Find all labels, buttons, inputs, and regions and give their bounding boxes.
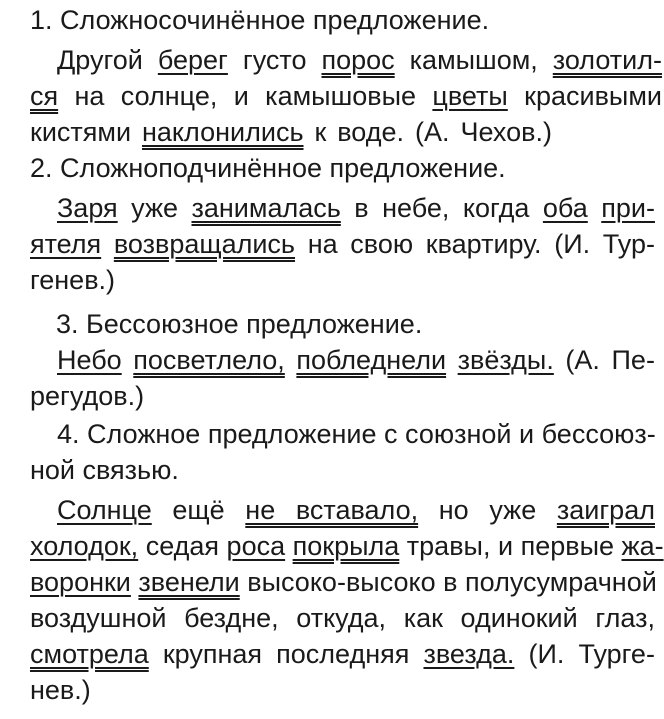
subject-word: холодок, bbox=[30, 531, 139, 561]
word: Турге- bbox=[578, 639, 655, 669]
word: к bbox=[314, 117, 327, 147]
text-line bbox=[57, 492, 655, 528]
text-line bbox=[57, 416, 655, 452]
word: на bbox=[74, 81, 105, 111]
word: уже bbox=[489, 495, 537, 525]
subject-word: Заря bbox=[57, 193, 118, 223]
word: 3. Бессоюзное предложение. bbox=[56, 309, 423, 339]
word: и bbox=[497, 531, 514, 561]
word: с bbox=[384, 419, 398, 449]
word: красивыми bbox=[524, 81, 662, 111]
word: когда bbox=[462, 193, 530, 223]
subject-word: звезда. bbox=[423, 639, 515, 669]
word: (И. bbox=[554, 229, 591, 259]
word: на bbox=[307, 229, 338, 259]
predicate-word: покрыла bbox=[292, 531, 400, 561]
word: Чехов.) bbox=[460, 117, 552, 147]
word: в bbox=[354, 193, 369, 223]
word: квартиру. bbox=[425, 229, 542, 259]
word: воздушной bbox=[30, 603, 167, 633]
subject-word: оба bbox=[542, 193, 588, 223]
word: глаз, bbox=[595, 603, 655, 633]
text-line bbox=[30, 600, 655, 636]
word: крупная bbox=[162, 639, 263, 669]
text-line bbox=[56, 306, 423, 342]
subject-word: Небо bbox=[57, 345, 122, 375]
text-line bbox=[30, 262, 130, 298]
word: свою bbox=[350, 229, 414, 259]
predicate-word: наклонились bbox=[142, 117, 304, 147]
predicate-word: занималась bbox=[191, 193, 341, 223]
word: 2. Сложноподчинённое предложение. bbox=[30, 153, 506, 183]
word: союзной bbox=[405, 419, 512, 449]
text-line bbox=[57, 190, 655, 226]
word: но bbox=[438, 495, 469, 525]
word: Другой bbox=[57, 45, 143, 75]
word: последняя bbox=[276, 639, 410, 669]
predicate-word: заиграл bbox=[556, 495, 655, 525]
word: откуда, bbox=[296, 603, 387, 633]
word: генев.) bbox=[30, 265, 116, 295]
text-line bbox=[57, 342, 655, 378]
word: (А. bbox=[414, 117, 450, 147]
predicate-word: побледнели bbox=[296, 345, 447, 375]
subject-word: ятеля bbox=[30, 229, 102, 259]
text-line bbox=[30, 672, 110, 708]
word: камышом, bbox=[409, 45, 538, 75]
word: уже bbox=[131, 193, 179, 223]
subject-word: при- bbox=[601, 193, 655, 223]
word: кистями bbox=[30, 117, 132, 147]
word: в bbox=[443, 567, 458, 597]
predicate-word: звенели bbox=[138, 567, 240, 597]
word: бессоюз- bbox=[541, 419, 656, 449]
subject-word: воронки bbox=[30, 567, 131, 597]
predicate-word: порос bbox=[321, 45, 395, 75]
predicate-word: не вставало, bbox=[245, 495, 419, 525]
predicate-word: смотрела bbox=[30, 639, 149, 669]
word: 4. bbox=[57, 419, 80, 449]
text-line bbox=[30, 378, 170, 414]
word: высоко-высоко bbox=[247, 567, 436, 597]
word: ещё bbox=[172, 495, 225, 525]
predicate-word: ся bbox=[30, 81, 59, 111]
word: густо bbox=[242, 45, 307, 75]
text-line bbox=[30, 564, 655, 600]
word: седая bbox=[145, 531, 220, 561]
text-line bbox=[30, 150, 555, 186]
word: предложение bbox=[207, 419, 377, 449]
subject-word: роса bbox=[226, 531, 286, 561]
word: (И. bbox=[528, 639, 565, 669]
text-line bbox=[30, 636, 655, 672]
text-line bbox=[30, 226, 655, 262]
word: Сложное bbox=[87, 419, 201, 449]
word: ной связью. bbox=[30, 455, 179, 485]
word: Пе- bbox=[611, 345, 655, 375]
text-line bbox=[30, 78, 662, 114]
subject-word: берег bbox=[157, 45, 228, 75]
word: небе, bbox=[382, 193, 450, 223]
word: как bbox=[403, 603, 443, 633]
word: травы, bbox=[406, 531, 491, 561]
word: бездне, bbox=[184, 603, 279, 633]
text-line bbox=[30, 114, 552, 150]
word: воде. bbox=[337, 117, 405, 147]
word: одинокий bbox=[460, 603, 578, 633]
word: Тур- bbox=[602, 229, 655, 259]
word: регудов.) bbox=[30, 381, 145, 411]
predicate-word: возвращались bbox=[113, 229, 296, 259]
subject-word: цветы bbox=[432, 81, 508, 111]
text-line bbox=[57, 42, 662, 78]
word: солнце, bbox=[120, 81, 218, 111]
word: и bbox=[519, 419, 535, 449]
text-line bbox=[30, 528, 664, 564]
text-line bbox=[30, 2, 490, 38]
word: (А. bbox=[565, 345, 600, 375]
word: и bbox=[233, 81, 249, 111]
text-line bbox=[30, 452, 200, 488]
predicate-word: посветлело, bbox=[133, 345, 285, 375]
subject-word: звёзды. bbox=[457, 345, 554, 375]
word: камышовые bbox=[265, 81, 417, 111]
subject-word: жа- bbox=[621, 531, 664, 561]
word: полусумрачной bbox=[465, 567, 657, 597]
word: первые bbox=[520, 531, 614, 561]
word: 1. Сложносочинённое предложение. bbox=[30, 5, 490, 35]
word: нев.) bbox=[30, 675, 91, 705]
subject-word: Солнце bbox=[57, 495, 152, 525]
predicate-word: золотил- bbox=[552, 45, 662, 75]
